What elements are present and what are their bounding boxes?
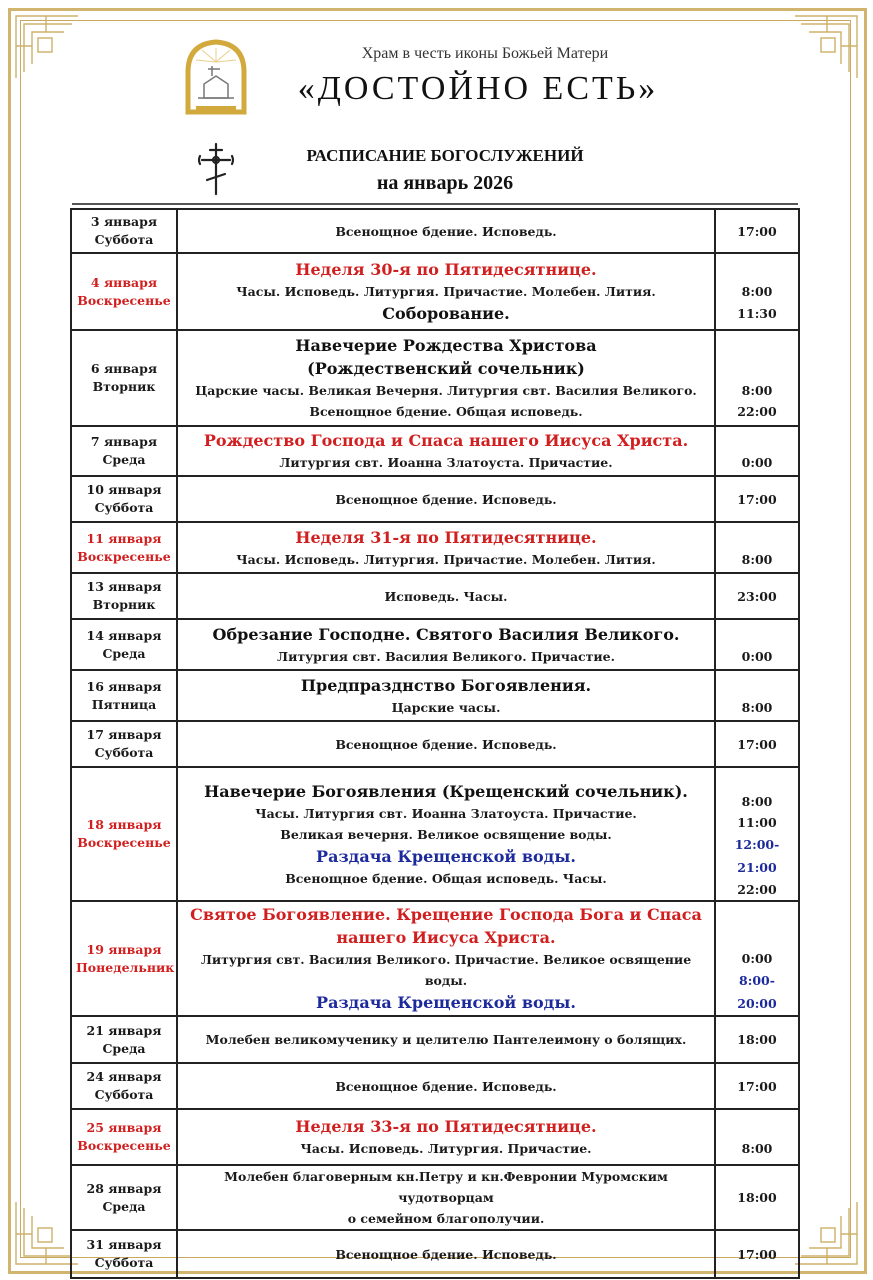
service-line: Раздача Крещенской воды. [316, 993, 576, 1012]
weekday-text: Воскресенье [77, 835, 171, 850]
date-cell [71, 619, 177, 670]
service-line: Часы. Исповедь. Литургия. Причастие. Молебен. Лития. [236, 551, 656, 567]
service-line: Литургия свт. Иоанна Златоуста. Причастие. [279, 455, 613, 470]
weekday-text: Среда [102, 1040, 146, 1056]
schedule-row [71, 1165, 799, 1230]
schedule-row [71, 619, 799, 670]
weekday-text: Суббота [94, 232, 154, 247]
weekday-text: Суббота [94, 745, 154, 760]
time-text: 23:00 [737, 588, 777, 604]
weekday-text: Воскресенье [77, 1138, 171, 1153]
church-logo-icon [182, 38, 250, 116]
service-cell [177, 1063, 715, 1109]
date-text: 7 января [90, 434, 158, 449]
service-cell [177, 1016, 715, 1063]
time-text: 8:00 [741, 383, 773, 398]
service-line: Навечерие Рождества Христова [295, 336, 597, 355]
time-text [720, 334, 794, 357]
time-text: 17:00 [737, 223, 777, 239]
service-line: Неделя 30-я по Пятидесятнице. [295, 260, 597, 279]
date-text: 11 января [86, 530, 162, 546]
service-cell [177, 1165, 715, 1230]
church-name: «ДОСТОЙНО ЕСТЬ» [297, 70, 659, 107]
time-text [720, 357, 794, 380]
time-cell [715, 670, 799, 721]
date-cell [71, 573, 177, 619]
date-cell [71, 1016, 177, 1063]
weekday-text: Суббота [94, 1087, 154, 1102]
time-text: 18:00 [737, 1190, 777, 1205]
service-line: Раздача Крещенской воды. [316, 846, 576, 866]
time-cell [715, 330, 799, 426]
schedule-row [71, 901, 799, 1016]
schedule-row [71, 670, 799, 721]
weekday-text: Воскресенье [77, 548, 171, 564]
time-text: 8:00-20:00 [737, 973, 777, 1011]
date-cell [71, 522, 177, 573]
time-text: 17:00 [737, 491, 777, 507]
date-text: 4 января [90, 274, 158, 290]
date-text: 19 января [86, 941, 162, 957]
schedule-row [71, 721, 799, 767]
schedule-row [71, 253, 799, 330]
weekday-text: Среда [102, 452, 146, 467]
date-cell [71, 476, 177, 522]
date-cell [71, 1230, 177, 1278]
schedule-title: РАСПИСАНИЕ БОГОСЛУЖЕНИЙ [306, 146, 584, 165]
header-divider [72, 203, 798, 205]
service-line: Навечерие Богоявления (Крещенский сочельник). [204, 781, 688, 801]
service-line: Молебен великомученику и целителю Пантелеимону о болящих. [205, 1032, 687, 1047]
service-cell [177, 721, 715, 767]
time-text: 22:00 [737, 882, 777, 897]
date-cell [71, 721, 177, 767]
weekday-text: Среда [102, 645, 146, 661]
date-cell [71, 209, 177, 253]
weekday-text: Воскресенье [77, 292, 171, 308]
service-line: Всенощное бдение. Исповедь. [335, 1246, 557, 1262]
service-line: Всенощное бдение. Общая исповедь. Часы. [285, 870, 607, 886]
time-cell [715, 1230, 799, 1278]
time-text [720, 925, 794, 948]
time-text: 8:00 [741, 699, 773, 715]
date-text: 25 января [86, 1120, 162, 1135]
date-text: 14 января [86, 627, 162, 643]
service-line: Часы. Литургия свт. Иоанна Златоуста. Причастие. [255, 805, 637, 821]
time-cell [715, 426, 799, 476]
schedule-row [71, 522, 799, 573]
time-text: 18:00 [737, 1032, 777, 1047]
date-text: 13 января [86, 579, 162, 594]
time-text [720, 258, 794, 281]
time-cell [715, 901, 799, 1016]
service-cell [177, 426, 715, 476]
schedule-row [71, 1063, 799, 1109]
time-text [720, 768, 794, 791]
time-text [720, 674, 794, 697]
service-line: Царские часы. [391, 699, 501, 715]
time-text [720, 902, 794, 925]
time-cell [715, 209, 799, 253]
service-cell [177, 476, 715, 522]
service-line: (Рождественский сочельник) [307, 359, 585, 378]
time-text: 11:30 [737, 306, 777, 321]
service-cell [177, 670, 715, 721]
date-cell [71, 426, 177, 476]
schedule-row [71, 1109, 799, 1165]
time-text: 12:00-21:00 [734, 837, 780, 875]
service-line: Всенощное бдение. Исповедь. [335, 223, 557, 239]
service-line: о семейном благополучии. [347, 1211, 545, 1226]
date-cell [71, 1063, 177, 1109]
time-cell [715, 1165, 799, 1230]
time-cell [715, 1016, 799, 1063]
date-text: 18 января [86, 817, 162, 832]
orthodox-cross-icon [192, 140, 240, 198]
time-text: 0:00 [741, 455, 773, 470]
time-text [720, 623, 794, 646]
service-line: нашего Иисуса Христа. [336, 928, 556, 947]
date-text: 10 января [86, 482, 162, 497]
time-text: 8:00 [741, 551, 773, 567]
schedule-row [71, 330, 799, 426]
date-cell [71, 670, 177, 721]
service-line: Великая вечерня. Великое освящение воды. [280, 826, 612, 842]
weekday-text: Пятница [91, 696, 157, 712]
time-cell [715, 522, 799, 573]
service-line: Царские часы. Великая Вечерня. Литургия свт. Василия Великого. [195, 383, 697, 398]
date-cell [71, 767, 177, 901]
date-text: 21 января [86, 1022, 162, 1038]
date-cell [71, 253, 177, 330]
schedule-table [70, 208, 800, 1279]
time-cell [715, 1063, 799, 1109]
date-text: 31 января [86, 1237, 162, 1252]
time-text: 8:00 [741, 1141, 773, 1156]
service-cell [177, 209, 715, 253]
service-line: Рождество Господа и Спаса нашего Иисуса Христа. [203, 431, 689, 450]
time-text: 8:00 [741, 284, 773, 299]
service-line: Молебен благоверным кн.Петру и кн.Февронии Муромским чудотворцам [224, 1169, 668, 1205]
time-text: 17:00 [737, 1246, 777, 1262]
service-line: Исповедь. Часы. [384, 588, 508, 604]
service-line: Обрезание Господне. Святого Василия Великого. [212, 624, 680, 644]
corner-ornament-icon [791, 1198, 861, 1268]
schedule-row [71, 1016, 799, 1063]
time-cell [715, 721, 799, 767]
schedule-row [71, 209, 799, 253]
weekday-text: Среда [102, 1198, 146, 1214]
time-text: 17:00 [737, 736, 777, 752]
date-text: 16 января [86, 678, 162, 694]
time-text: 17:00 [737, 1078, 777, 1094]
time-text [720, 526, 794, 549]
service-line: Литургия свт. Василия Великого. Причастие. [277, 648, 615, 664]
time-text: 0:00 [741, 648, 773, 664]
schedule-row [71, 476, 799, 522]
weekday-text: Понедельник [76, 959, 175, 975]
schedule-row [71, 1230, 799, 1278]
time-cell [715, 253, 799, 330]
weekday-text: Вторник [92, 597, 156, 612]
date-text: 6 января [90, 361, 158, 376]
time-text: 8:00 [741, 794, 773, 809]
service-cell [177, 767, 715, 901]
weekday-text: Суббота [94, 500, 154, 515]
service-cell [177, 619, 715, 670]
service-line: Святое Богоявление. Крещение Господа Бога и Спаса [190, 905, 702, 924]
service-line: Всенощное бдение. Исповедь. [335, 491, 557, 507]
service-cell [177, 1230, 715, 1278]
weekday-text: Вторник [92, 379, 156, 394]
service-cell [177, 330, 715, 426]
service-cell [177, 573, 715, 619]
service-line: Литургия свт. Василия Великого. Причастие. Великое освящение воды. [200, 952, 692, 988]
date-cell [71, 901, 177, 1016]
schedule-row [71, 767, 799, 901]
service-cell [177, 1109, 715, 1165]
date-text: 3 января [90, 214, 158, 229]
date-text: 24 января [86, 1069, 162, 1084]
date-text: 28 января [86, 1180, 162, 1196]
header [0, 0, 873, 200]
time-text: 22:00 [737, 404, 777, 419]
service-cell [177, 253, 715, 330]
time-cell [715, 1109, 799, 1165]
service-line: Неделя 33-я по Пятидесятнице. [295, 1117, 597, 1136]
service-line: Всенощное бдение. Общая исповедь. [309, 404, 583, 419]
schedule-row [71, 426, 799, 476]
date-cell [71, 1109, 177, 1165]
service-line: Соборование. [382, 304, 510, 323]
service-line: Часы. Исповедь. Литургия. Причастие. [300, 1141, 592, 1156]
service-line: Неделя 31-я по Пятидесятнице. [295, 527, 597, 547]
schedule-row [71, 573, 799, 619]
date-cell [71, 330, 177, 426]
service-line: Всенощное бдение. Исповедь. [335, 736, 557, 752]
time-cell [715, 476, 799, 522]
service-cell [177, 522, 715, 573]
service-line: Часы. Исповедь. Литургия. Причастие. Молебен. Лития. [236, 284, 656, 299]
time-cell [715, 767, 799, 901]
time-text: 11:00 [737, 815, 777, 830]
time-text: 0:00 [741, 951, 773, 966]
time-text [720, 1115, 794, 1138]
church-subtitle: Храм в честь иконы Божьей Матери [361, 45, 609, 62]
date-cell [71, 1165, 177, 1230]
time-text [720, 429, 794, 452]
service-cell [177, 901, 715, 1016]
time-cell [715, 573, 799, 619]
service-line: Предпразднство Богоявления. [300, 675, 592, 695]
weekday-text: Суббота [94, 1255, 154, 1270]
schedule-month: на январь 2026 [376, 172, 514, 194]
service-line: Всенощное бдение. Исповедь. [335, 1078, 557, 1094]
date-text: 17 января [86, 727, 162, 742]
time-cell [715, 619, 799, 670]
